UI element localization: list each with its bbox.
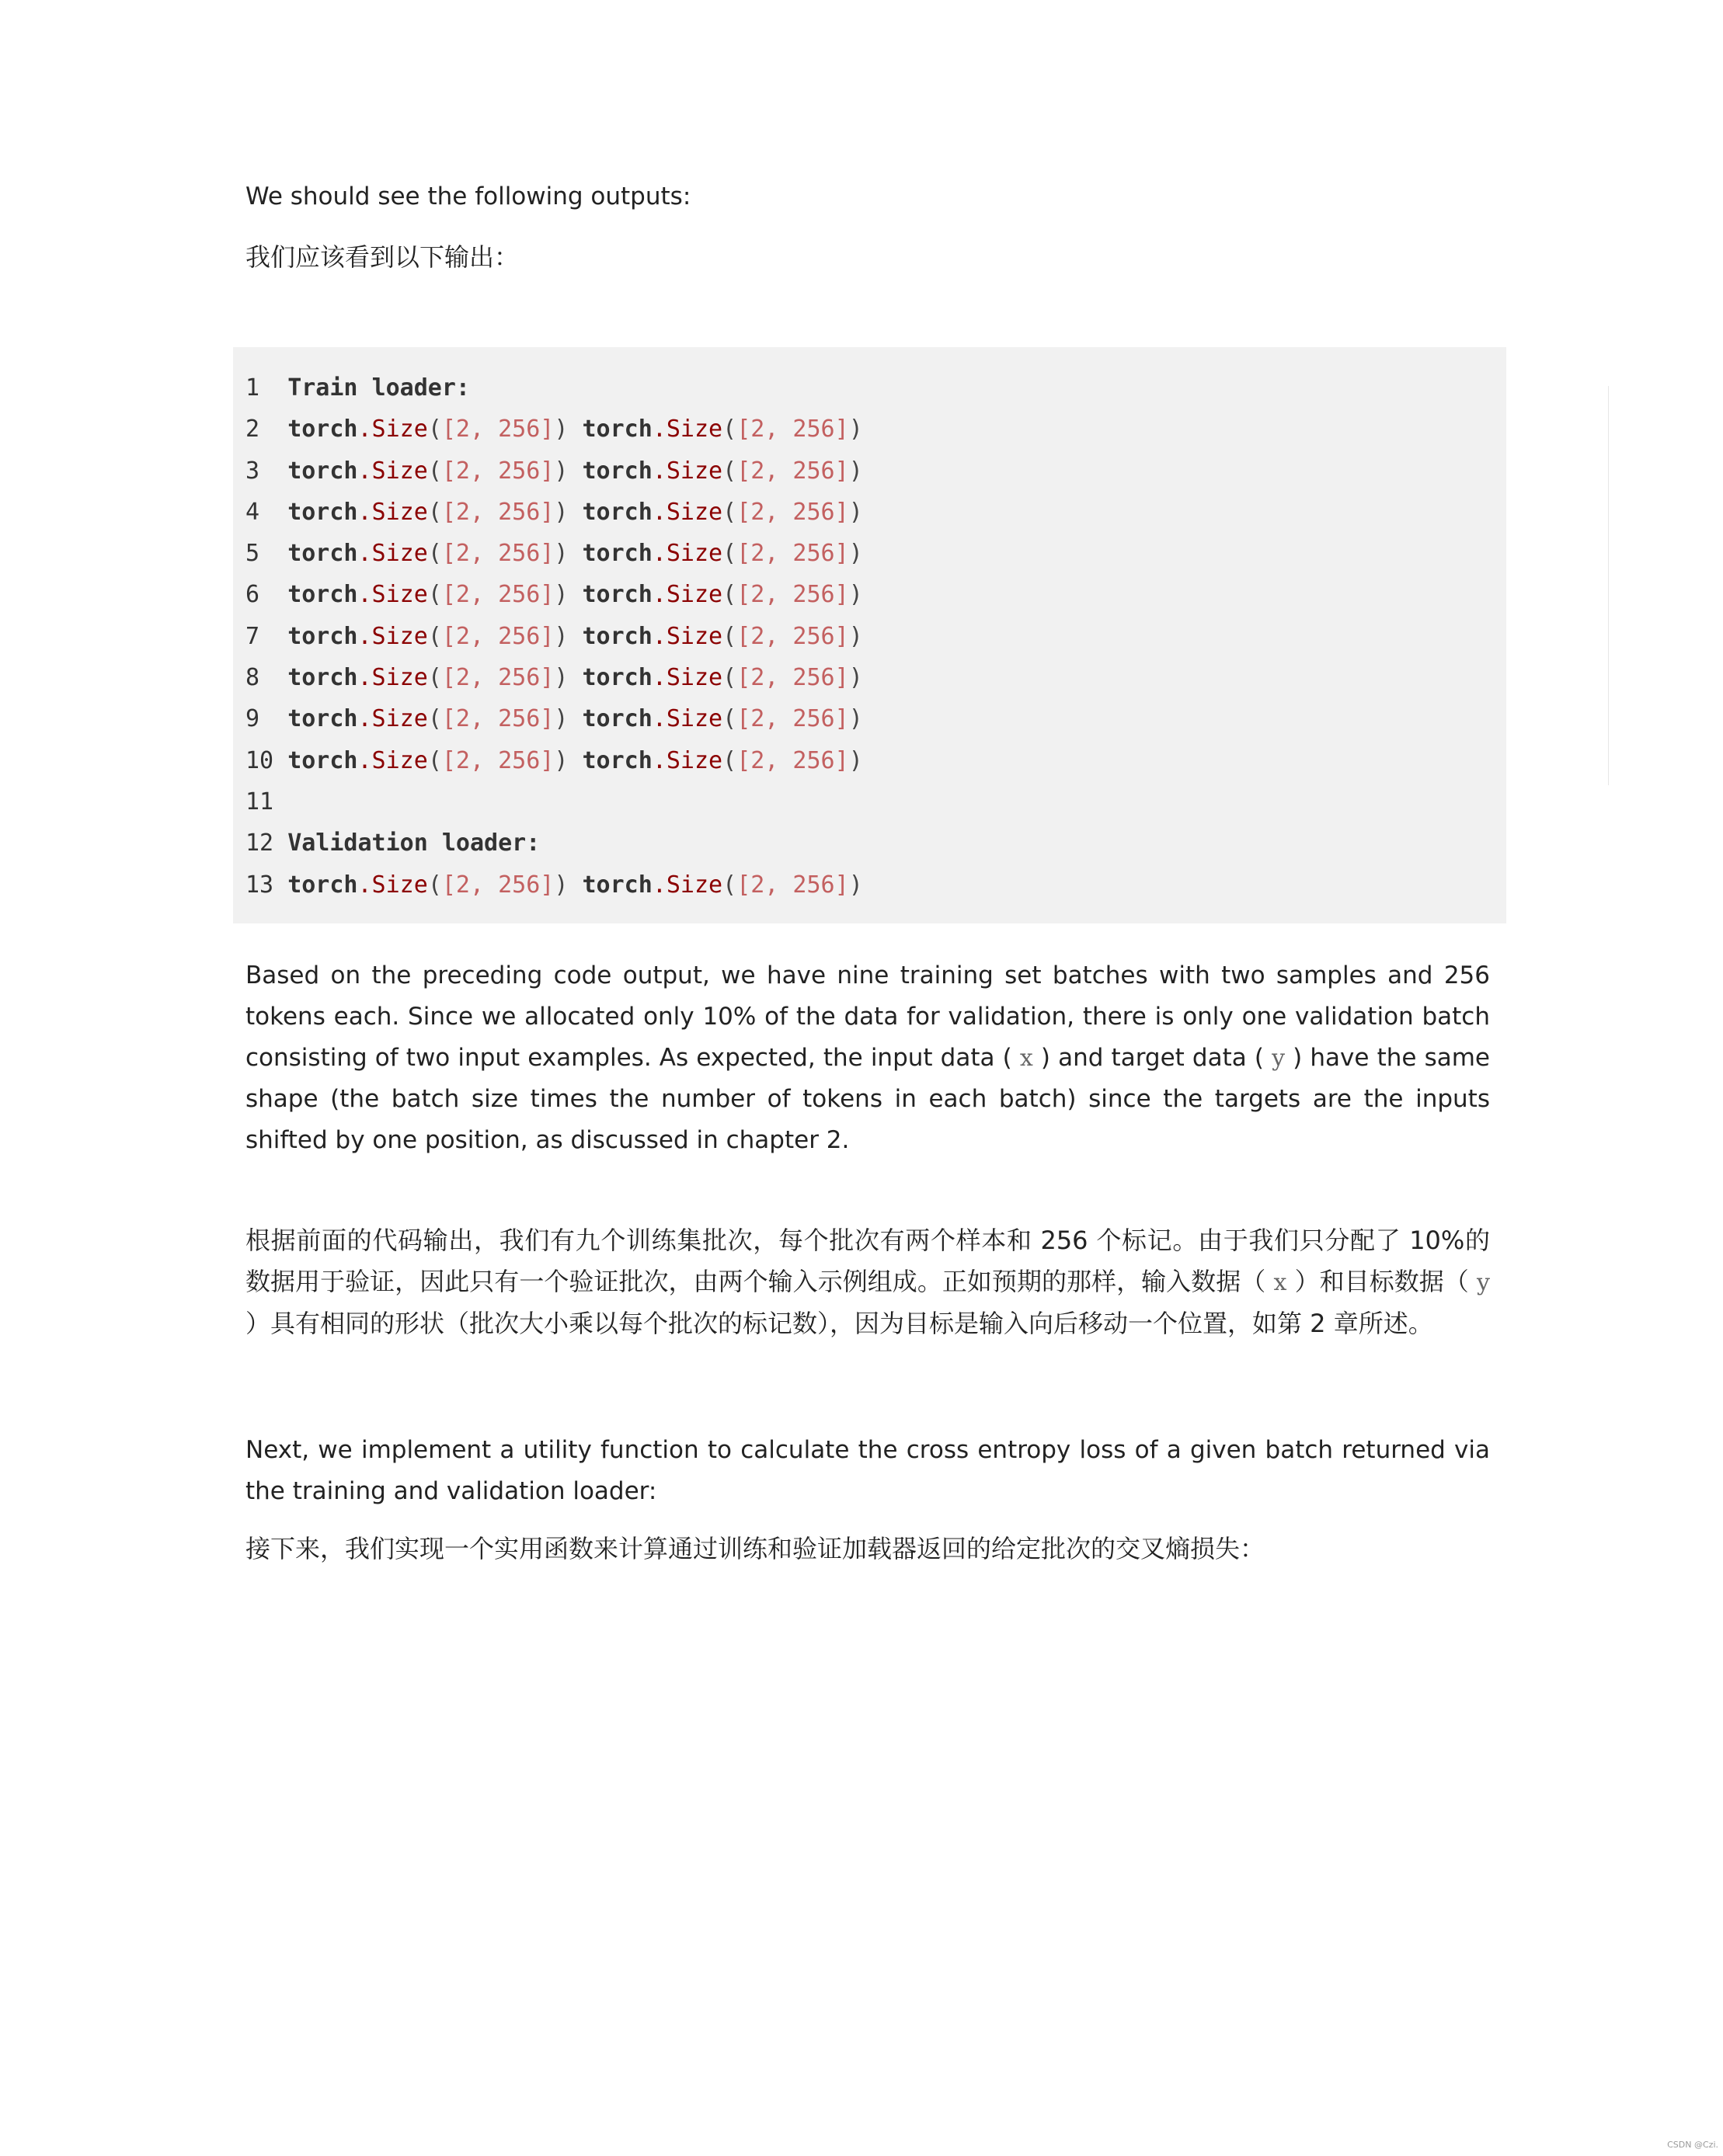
paragraph-zh-1	[245, 1220, 1490, 1344]
line-number: 3	[245, 457, 288, 485]
code-token-size: .Size	[357, 664, 428, 692]
code-token-punct: (	[427, 664, 442, 692]
code-token-torch: torch	[287, 664, 358, 692]
code-line	[245, 657, 863, 698]
code-token-size: .Size	[357, 581, 428, 609]
code-token-punct: )	[848, 664, 863, 692]
code-token-list: [2, 256]	[441, 871, 555, 899]
code-line	[245, 740, 863, 781]
code-token-list: [2, 256]	[736, 746, 849, 774]
code-lines	[245, 367, 863, 906]
code-token-torch: torch	[287, 581, 358, 609]
code-token-punct: )	[848, 746, 863, 774]
code-token-punct: )	[554, 457, 583, 485]
code-token-size: .Size	[357, 498, 428, 526]
code-token-punct: (	[427, 705, 442, 733]
code-token-punct: (	[427, 746, 442, 774]
code-token-list: [2, 256]	[736, 416, 849, 443]
code-token-torch: torch	[582, 746, 653, 774]
code-line	[245, 698, 863, 739]
intro-en: We should see the following outputs:	[245, 183, 691, 210]
code-line	[245, 781, 863, 822]
code-token-torch: torch	[582, 664, 653, 692]
code-token-list: [2, 256]	[736, 871, 849, 899]
code-token-list: [2, 256]	[736, 622, 849, 650]
code-token-punct: )	[554, 746, 583, 774]
code-token-size: .Size	[357, 871, 428, 899]
code-token-torch: torch	[287, 746, 358, 774]
code-token-punct: )	[848, 540, 863, 568]
line-number: 10	[245, 746, 288, 774]
watermark: CSDN @Czi.	[1667, 2140, 1718, 2150]
code-token-size: .Size	[357, 705, 428, 733]
code-token-label: Train	[287, 374, 358, 402]
code-token-label: Validation	[287, 829, 428, 857]
code-token-torch: torch	[582, 498, 653, 526]
text: Based on the preceding code output, we have nine training set batches with two samples and 256 tokens each. Since we allocated only 10% of the data for validation, there is only one validation batch consisting of two input examples. As expected, the input data (	[245, 962, 1490, 1072]
code-token-punct: (	[427, 498, 442, 526]
code-token-punct: )	[848, 498, 863, 526]
code-token-size: .Size	[357, 746, 428, 774]
code-token-list: [2, 256]	[441, 498, 555, 526]
code-token-punct: )	[848, 457, 863, 485]
var-x: x	[1273, 1269, 1287, 1296]
code-token-torch: torch	[582, 622, 653, 650]
code-token-torch: torch	[287, 622, 358, 650]
code-token-size: .Size	[357, 416, 428, 443]
line-number: 9	[245, 705, 288, 733]
code-token-punct: )	[554, 581, 583, 609]
code-token-torch: torch	[582, 581, 653, 609]
code-token-torch: torch	[582, 705, 653, 733]
code-token-size: .Size	[652, 664, 723, 692]
code-token-list: [2, 256]	[736, 540, 849, 568]
code-token-size: .Size	[652, 498, 723, 526]
code-token-torch: torch	[287, 457, 358, 485]
code-token-punct: (	[722, 540, 737, 568]
code-token-punct: )	[554, 871, 583, 899]
code-token-list: [2, 256]	[441, 457, 555, 485]
code-token-size: .Size	[652, 871, 723, 899]
var-y: y	[1477, 1269, 1490, 1296]
code-token-punct: (	[427, 416, 442, 443]
line-number: 4	[245, 498, 288, 526]
code-token-torch: torch	[582, 416, 653, 443]
code-line	[245, 450, 863, 492]
code-token-list: [2, 256]	[736, 664, 849, 692]
paragraph-en-2: Next, we implement a utility function to calculate the cross entropy loss of a given batch returned via the training and validation loader:	[245, 1436, 1490, 1505]
code-token-punct	[358, 374, 372, 402]
line-number: 6	[245, 581, 288, 609]
code-line	[245, 367, 863, 409]
line-number: 5	[245, 540, 288, 568]
code-token-size: .Size	[652, 622, 723, 650]
code-token-punct: (	[427, 622, 442, 650]
line-number: 8	[245, 664, 288, 692]
line-number: 11	[245, 788, 288, 815]
code-token-punct: (	[722, 457, 737, 485]
code-token-torch: torch	[287, 416, 358, 443]
code-token-punct: )	[554, 622, 583, 650]
code-token-size: .Size	[357, 540, 428, 568]
code-token-punct: (	[722, 498, 737, 526]
code-token-torch: torch	[287, 498, 358, 526]
paragraph-zh-2: 接下来，我们实现一个实用函数来计算通过训练和验证加载器返回的给定批次的交叉熵损失：	[245, 1534, 1265, 1563]
code-token-punct	[428, 829, 442, 857]
code-token-punct: (	[427, 871, 442, 899]
code-output-block	[233, 347, 1506, 923]
divider-line	[1608, 386, 1609, 785]
code-token-punct: )	[554, 540, 583, 568]
code-token-size: .Size	[652, 581, 723, 609]
code-line	[245, 574, 863, 615]
code-token-torch: torch	[287, 705, 358, 733]
code-token-size: .Size	[652, 705, 723, 733]
code-token-size: .Size	[357, 622, 428, 650]
code-token-list: [2, 256]	[441, 705, 555, 733]
code-line	[245, 822, 863, 864]
code-token-torch: torch	[287, 871, 358, 899]
code-token-list: [2, 256]	[441, 581, 555, 609]
code-token-punct: (	[722, 581, 737, 609]
code-line	[245, 492, 863, 533]
code-token-list: [2, 256]	[736, 498, 849, 526]
line-number: 13	[245, 871, 288, 899]
var-y: y	[1272, 1045, 1286, 1072]
code-token-punct: )	[848, 581, 863, 609]
text: ）和目标数据（	[1294, 1267, 1469, 1296]
code-token-list: [2, 256]	[441, 746, 555, 774]
code-token-punct: )	[554, 664, 583, 692]
code-token-list: [2, 256]	[441, 622, 555, 650]
code-token-punct: )	[848, 416, 863, 443]
code-line	[245, 409, 863, 450]
text: ）具有相同的形状（批次大小乘以每个批次的标记数），因为目标是输入向后移动一个位置，如第 2 章所述。	[245, 1309, 1433, 1338]
code-token-list: [2, 256]	[441, 416, 555, 443]
code-token-size: .Size	[652, 746, 723, 774]
code-token-punct: (	[722, 705, 737, 733]
code-token-size: .Size	[652, 540, 723, 568]
code-line	[245, 533, 863, 574]
code-token-punct: )	[554, 416, 583, 443]
code-token-punct: (	[722, 664, 737, 692]
code-token-punct: (	[722, 746, 737, 774]
code-token-punct: (	[427, 540, 442, 568]
code-token-punct: )	[554, 705, 583, 733]
code-token-punct: (	[722, 871, 737, 899]
line-number: 12	[245, 829, 288, 857]
code-token-punct: )	[848, 622, 863, 650]
code-token-size: .Size	[652, 457, 723, 485]
code-token-torch: torch	[582, 871, 653, 899]
code-token-punct: )	[554, 498, 583, 526]
code-token-punct: (	[427, 457, 442, 485]
code-token-size: .Size	[357, 457, 428, 485]
code-token-list: [2, 256]	[441, 540, 555, 568]
code-token-punct: (	[722, 416, 737, 443]
code-token-punct: (	[427, 581, 442, 609]
code-token-torch: torch	[582, 540, 653, 568]
code-token-torch: torch	[287, 540, 358, 568]
code-token-punct: )	[848, 705, 863, 733]
code-token-label: loader:	[441, 829, 541, 857]
line-number: 2	[245, 416, 288, 443]
code-token-torch: torch	[582, 457, 653, 485]
code-line	[245, 864, 863, 906]
code-token-size: .Size	[652, 416, 723, 443]
code-line	[245, 616, 863, 657]
paragraph-en-1	[245, 955, 1490, 1161]
text: ) and target data (	[1040, 1044, 1264, 1072]
var-x: x	[1019, 1045, 1033, 1072]
code-token-list: [2, 256]	[736, 705, 849, 733]
code-token-list: [2, 256]	[736, 457, 849, 485]
code-token-list: [2, 256]	[736, 581, 849, 609]
text: 根据前面的代码输出，我们有九个训练集批次，每个批次有两个样本和 256 个标记。由于我们只分配了 10%的数据用于验证，因此只有一个验证批次，由两个输入示例组成。正如预期的那样，输入数据（	[245, 1226, 1490, 1296]
code-token-list: [2, 256]	[441, 664, 555, 692]
line-number: 1	[245, 374, 288, 402]
intro-zh: 我们应该看到以下输出：	[245, 242, 520, 272]
line-number: 7	[245, 622, 288, 650]
text: ) have the same shape (the batch size times the number of tokens in each batch) since the targets are the inputs shifted by one position, as discussed in chapter 2.	[245, 1044, 1490, 1154]
code-token-label: loader:	[371, 374, 470, 402]
code-token-punct: )	[848, 871, 863, 899]
code-token-punct: (	[722, 622, 737, 650]
